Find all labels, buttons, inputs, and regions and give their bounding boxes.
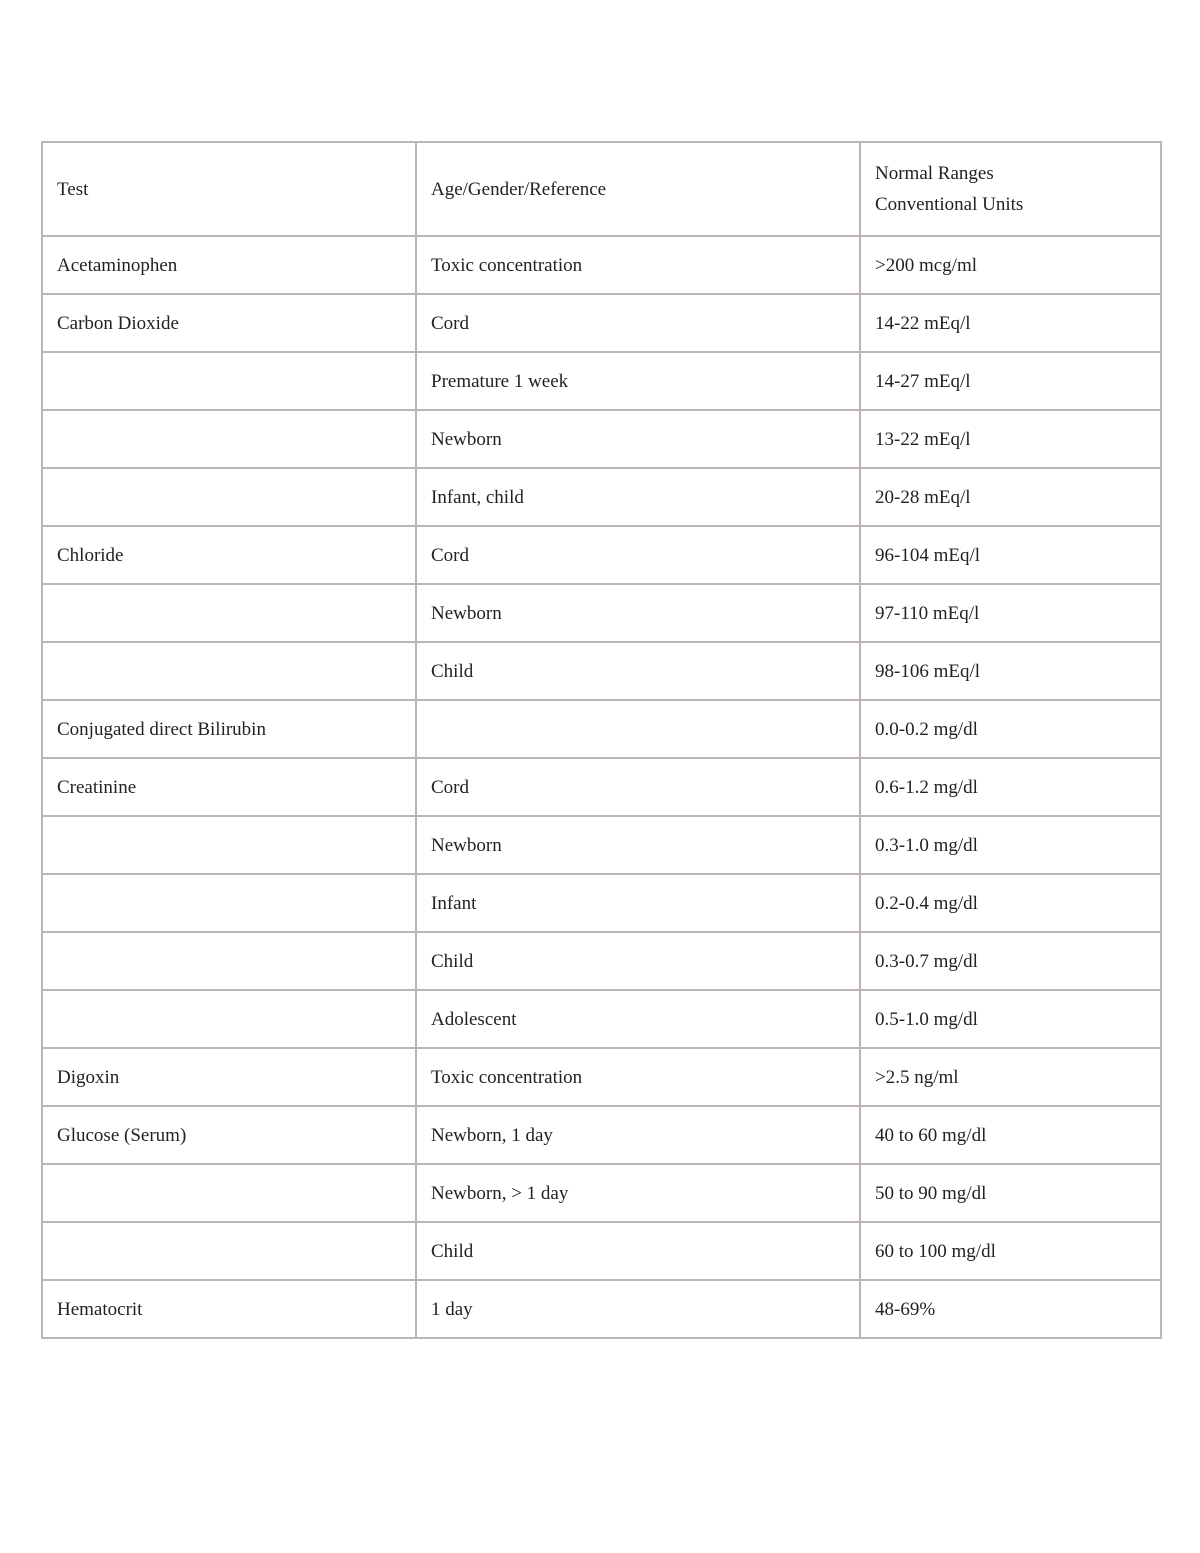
cell-reference: Adolescent (416, 990, 860, 1048)
cell-range: 20-28 mEq/l (860, 468, 1161, 526)
cell-reference: Child (416, 932, 860, 990)
cell-range: >2.5 ng/ml (860, 1048, 1161, 1106)
cell-reference: Premature 1 week (416, 352, 860, 410)
cell-range: 0.2-0.4 mg/dl (860, 874, 1161, 932)
cell-range: 60 to 100 mg/dl (860, 1222, 1161, 1280)
cell-test (42, 642, 416, 700)
table-row (42, 468, 1161, 526)
table-row (42, 526, 1161, 584)
header-age-gender-reference: Age/Gender/Reference (416, 142, 860, 236)
header-normal-ranges (860, 142, 1161, 236)
cell-test (42, 584, 416, 642)
cell-test: Chloride (42, 526, 416, 584)
table-row (42, 1280, 1161, 1338)
cell-test (42, 352, 416, 410)
table-row (42, 584, 1161, 642)
cell-range: 0.3-0.7 mg/dl (860, 932, 1161, 990)
cell-range: 48-69% (860, 1280, 1161, 1338)
cell-test (42, 1222, 416, 1280)
cell-test: Hematocrit (42, 1280, 416, 1338)
table-row (42, 410, 1161, 468)
cell-range: 0.0-0.2 mg/dl (860, 700, 1161, 758)
cell-range: 98-106 mEq/l (860, 642, 1161, 700)
cell-reference: Toxic concentration (416, 236, 860, 294)
cell-range: 0.5-1.0 mg/dl (860, 990, 1161, 1048)
cell-range: 0.3-1.0 mg/dl (860, 816, 1161, 874)
table-row (42, 1048, 1161, 1106)
table-row (42, 352, 1161, 410)
cell-test (42, 932, 416, 990)
cell-reference: Infant (416, 874, 860, 932)
table-row (42, 758, 1161, 816)
cell-range: 40 to 60 mg/dl (860, 1106, 1161, 1164)
cell-range: 50 to 90 mg/dl (860, 1164, 1161, 1222)
cell-reference: Newborn (416, 584, 860, 642)
cell-test (42, 1164, 416, 1222)
header-normal-ranges-line2: Conventional Units (875, 194, 1024, 215)
table-row (42, 700, 1161, 758)
cell-reference: Newborn (416, 410, 860, 468)
table-row (42, 816, 1161, 874)
cell-reference: Child (416, 1222, 860, 1280)
cell-reference: Cord (416, 294, 860, 352)
cell-range: 14-22 mEq/l (860, 294, 1161, 352)
cell-test (42, 816, 416, 874)
cell-reference: Newborn, 1 day (416, 1106, 860, 1164)
cell-test: Digoxin (42, 1048, 416, 1106)
cell-range: 97-110 mEq/l (860, 584, 1161, 642)
cell-reference (416, 700, 860, 758)
table-row (42, 642, 1161, 700)
cell-test (42, 468, 416, 526)
cell-reference: Infant, child (416, 468, 860, 526)
normal-ranges-table (41, 141, 1162, 1339)
table-row (42, 294, 1161, 352)
cell-range: 13-22 mEq/l (860, 410, 1161, 468)
cell-test: Glucose (Serum) (42, 1106, 416, 1164)
cell-test (42, 874, 416, 932)
table-header-row (42, 142, 1161, 236)
table-row (42, 990, 1161, 1048)
cell-reference: 1 day (416, 1280, 860, 1338)
cell-test: Conjugated direct Bilirubin (42, 700, 416, 758)
header-test: Test (42, 142, 416, 236)
cell-test (42, 990, 416, 1048)
table-row (42, 236, 1161, 294)
cell-range: 14-27 mEq/l (860, 352, 1161, 410)
cell-reference: Child (416, 642, 860, 700)
table-row (42, 1106, 1161, 1164)
table-row (42, 1222, 1161, 1280)
cell-test: Creatinine (42, 758, 416, 816)
table-row (42, 1164, 1161, 1222)
cell-test: Acetaminophen (42, 236, 416, 294)
cell-reference: Cord (416, 526, 860, 584)
cell-reference: Newborn, > 1 day (416, 1164, 860, 1222)
cell-reference: Cord (416, 758, 860, 816)
cell-range: >200 mcg/ml (860, 236, 1161, 294)
cell-range: 0.6-1.2 mg/dl (860, 758, 1161, 816)
cell-reference: Newborn (416, 816, 860, 874)
cell-test (42, 410, 416, 468)
cell-test: Carbon Dioxide (42, 294, 416, 352)
table-row (42, 932, 1161, 990)
cell-reference: Toxic concentration (416, 1048, 860, 1106)
header-normal-ranges-line1: Normal Ranges (875, 163, 994, 184)
table-row (42, 874, 1161, 932)
cell-range: 96-104 mEq/l (860, 526, 1161, 584)
